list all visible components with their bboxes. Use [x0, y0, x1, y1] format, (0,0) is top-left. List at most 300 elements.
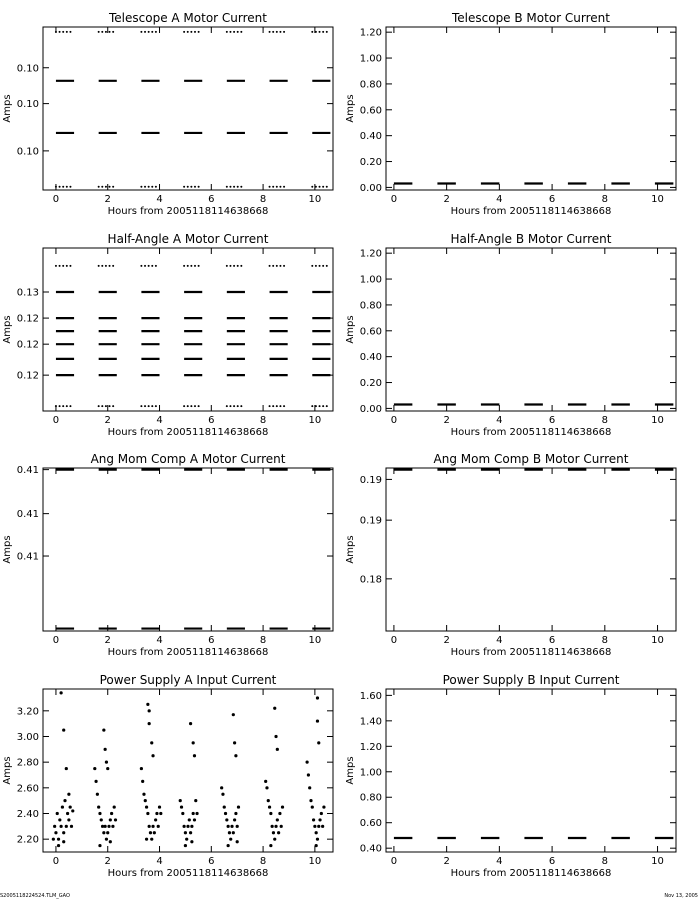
ang-mom-b-xtick-label: 8 — [601, 635, 609, 646]
power-a-data-point — [307, 773, 310, 776]
power-a-data-point — [317, 741, 320, 744]
half-angle-b-ytick-label: 0.00 — [359, 403, 382, 415]
power-b-xtick-label: 8 — [601, 856, 609, 867]
half-angle-a-sparse-point — [112, 405, 114, 407]
power-a-data-point — [142, 793, 145, 796]
power-b-xtick-label: 6 — [548, 856, 556, 867]
half-angle-b-xtick-label: 4 — [496, 415, 503, 426]
power-a-data-point — [62, 728, 65, 731]
telescope-b-ytick-label: 0.00 — [359, 182, 382, 194]
telescope-b-xtick-label: 0 — [390, 194, 398, 205]
half-angle-a-sparse-point — [105, 265, 107, 267]
power-a-data-point — [94, 780, 97, 783]
power-a-data-point — [150, 741, 153, 744]
half-angle-a-sparse-point — [98, 265, 100, 267]
power-a-data-point — [232, 831, 235, 834]
half-angle-a-ytick-label: 0.12 — [16, 370, 39, 382]
power-a-data-point — [272, 831, 275, 834]
power-a-xtick-label: 2 — [104, 856, 111, 867]
power-a-data-point — [57, 844, 60, 847]
telescope-a-sparse-point — [112, 31, 114, 33]
power-a-data-point — [233, 741, 236, 744]
telescope-a-sparse-point — [276, 186, 278, 188]
half-angle-a-sparse-point — [155, 265, 157, 267]
telescope-b-xtick-label: 2 — [443, 194, 450, 205]
half-angle-a-sparse-point — [66, 405, 68, 407]
half-angle-a-sparse-point — [187, 265, 189, 267]
power-a-data-point — [155, 812, 158, 815]
telescope-a-sparse-point — [269, 31, 271, 33]
power-a-data-point — [227, 844, 230, 847]
half-angle-a-xtick-label: 0 — [52, 415, 60, 426]
power-b-ytick-label: 1.60 — [359, 690, 382, 702]
power-a-data-point — [224, 812, 227, 815]
power-a-data-point — [104, 748, 107, 751]
half-angle-a-ytick-label: 0.12 — [16, 339, 39, 351]
power-a-data-point — [53, 825, 56, 828]
power-a-data-point — [106, 831, 109, 834]
half-angle-a-sparse-point — [148, 405, 150, 407]
ang-mom-b-xtick-label: 10 — [651, 635, 664, 646]
half-angle-a-sparse-point — [101, 405, 103, 407]
half-angle-a-sparse-point — [155, 405, 157, 407]
half-angle-a-sparse-point — [198, 265, 200, 267]
ang-mom-a-ytick-label: 0.41 — [16, 465, 39, 477]
power-a-data-point — [52, 838, 55, 841]
power-b-xtick-label: 10 — [651, 856, 664, 867]
power-a-data-point — [227, 825, 230, 828]
power-a-data-point — [179, 799, 182, 802]
half-angle-a-sparse-point — [69, 265, 71, 267]
power-b-xtick-label: 4 — [496, 856, 503, 867]
half-angle-a-sparse-point — [55, 405, 57, 407]
telescope-a-xtick-label: 4 — [156, 194, 163, 205]
power-a-data-point — [62, 840, 65, 843]
ang-mom-b-ytick-label: 0.18 — [359, 574, 382, 586]
telescope-a-xtick-label: 0 — [52, 194, 60, 205]
ang-mom-a-xtick-label: 2 — [104, 635, 111, 646]
telescope-b-title: Telescope B Motor Current — [451, 11, 611, 25]
telescope-a-sparse-point — [283, 31, 285, 33]
telescope-a-sparse-point — [155, 186, 157, 188]
half-angle-a-sparse-point — [183, 265, 185, 267]
half-angle-a-sparse-point — [62, 265, 64, 267]
half-angle-a-sparse-point — [322, 265, 324, 267]
half-angle-b-ytick-label: 0.60 — [359, 326, 382, 338]
telescope-b-ytick-label: 0.40 — [359, 131, 382, 143]
power-a-data-point — [102, 831, 105, 834]
telescope-a-sparse-point — [187, 31, 189, 33]
telescope-a-ytick-label: 0.10 — [16, 146, 39, 158]
half-angle-a-sparse-point — [183, 405, 185, 407]
telescope-a-sparse-point — [187, 186, 189, 188]
power-a-data-point — [281, 805, 284, 808]
power-a-data-point — [189, 831, 192, 834]
half-angle-a-sparse-point — [315, 405, 317, 407]
telescope-a-sparse-point — [279, 186, 281, 188]
half-angle-a-sparse-point — [140, 265, 142, 267]
half-angle-b-title: Half-Angle B Motor Current — [450, 232, 612, 246]
half-angle-a-sparse-point — [226, 405, 228, 407]
telescope-a-sparse-point — [315, 186, 317, 188]
power-a-data-point — [146, 703, 149, 706]
half-angle-a-sparse-point — [101, 265, 103, 267]
power-a-data-point — [145, 805, 148, 808]
power-a-data-point — [98, 844, 101, 847]
telescope-a-sparse-point — [272, 31, 274, 33]
half-angle-a-sparse-point — [109, 265, 111, 267]
telescope-a-sparse-point — [319, 186, 321, 188]
power-a-data-point — [113, 805, 116, 808]
half-angle-a-sparse-point — [283, 265, 285, 267]
power-a-data-point — [109, 818, 112, 821]
power-a-data-point — [60, 691, 63, 694]
power-a-data-point — [264, 780, 267, 783]
power-a-data-point — [269, 812, 272, 815]
telescope-a-sparse-point — [105, 31, 107, 33]
telescope-a-sparse-point — [269, 186, 271, 188]
power-a-data-point — [70, 825, 73, 828]
half-angle-a-sparse-point — [105, 405, 107, 407]
telescope-a-sparse-point — [198, 186, 200, 188]
power-a-data-point — [110, 812, 113, 815]
half-angle-a-sparse-point — [151, 405, 153, 407]
power-a-data-point — [65, 825, 68, 828]
half-angle-b-xtick-label: 10 — [651, 415, 664, 426]
telescope-a-sparse-point — [59, 186, 61, 188]
power-b-ytick-label: 1.20 — [359, 741, 382, 753]
power-a-data-point — [144, 799, 147, 802]
power-a-data-point — [93, 767, 96, 770]
half-angle-a-ytick-label: 0.12 — [16, 313, 39, 325]
power-a-data-point — [313, 825, 316, 828]
power-a-data-point — [146, 812, 149, 815]
half-angle-a-sparse-point — [229, 405, 231, 407]
half-angle-a-xtick-label: 2 — [104, 415, 111, 426]
ang-mom-a-ytick-label: 0.41 — [16, 509, 39, 521]
telescope-a-sparse-point — [109, 186, 111, 188]
telescope-a-sparse-point — [140, 31, 142, 33]
power-a-xlabel: Hours from 2005118114638668 — [107, 868, 269, 879]
half-angle-a-ytick-label: 0.13 — [16, 287, 39, 299]
power-a-ytick-label: 3.00 — [16, 731, 39, 743]
power-b-ytick-label: 1.00 — [359, 767, 382, 779]
telescope-a-plot-frame — [43, 27, 333, 190]
telescope-a-sparse-point — [283, 186, 285, 188]
power-a-data-point — [273, 707, 276, 710]
telescope-a-xtick-label: 6 — [208, 194, 215, 205]
power-a-data-point — [316, 838, 319, 841]
telescope-a-sparse-point — [194, 31, 196, 33]
power-a-xtick-label: 10 — [308, 856, 322, 867]
telescope-a-sparse-point — [322, 31, 324, 33]
power-a-data-point — [180, 805, 183, 808]
power-a-data-point — [271, 825, 274, 828]
telescope-b-xtick-label: 10 — [651, 194, 664, 205]
half-angle-a-xlabel: Hours from 2005118114638668 — [107, 427, 269, 438]
power-a-data-point — [148, 722, 151, 725]
ang-mom-b-title: Ang Mom Comp B Motor Current — [433, 452, 629, 466]
telescope-a-sparse-point — [229, 186, 231, 188]
power-b-ytick-label: 0.80 — [359, 792, 382, 804]
power-a-data-point — [237, 805, 240, 808]
half-angle-a-sparse-point — [237, 265, 239, 267]
telescope-a-sparse-point — [144, 31, 146, 33]
telescope-b-ytick-label: 0.20 — [359, 157, 382, 169]
power-a-data-point — [56, 812, 59, 815]
power-a-data-point — [97, 805, 100, 808]
half-angle-b-plot-frame — [386, 248, 676, 411]
half-angle-a-sparse-point — [233, 265, 235, 267]
power-a-data-point — [189, 722, 192, 725]
power-a-data-point — [105, 761, 108, 764]
power-a-data-point — [193, 754, 196, 757]
half-angle-a-sparse-point — [109, 405, 111, 407]
power-a-data-point — [265, 786, 268, 789]
telescope-a-sparse-point — [62, 186, 64, 188]
power-b-ytick-label: 0.40 — [359, 843, 382, 855]
power-a-data-point — [57, 838, 60, 841]
half-angle-a-sparse-point — [279, 265, 281, 267]
power-a-data-point — [220, 786, 223, 789]
power-a-data-point — [106, 767, 109, 770]
telescope-a-sparse-point — [311, 31, 313, 33]
half-angle-a-sparse-point — [311, 265, 313, 267]
ang-mom-a-xtick-label: 6 — [208, 635, 215, 646]
telescope-a-sparse-point — [101, 31, 103, 33]
power-a-xtick-label: 0 — [52, 856, 60, 867]
half-angle-a-xtick-label: 10 — [308, 415, 322, 426]
power-a-data-point — [192, 812, 195, 815]
telescope-a-sparse-point — [326, 31, 328, 33]
telescope-a-sparse-point — [55, 31, 57, 33]
telescope-a-sparse-point — [66, 186, 68, 188]
power-a-data-point — [67, 818, 70, 821]
half-angle-b-xtick-label: 8 — [601, 415, 609, 426]
power-a-data-point — [274, 825, 277, 828]
power-a-data-point — [276, 748, 279, 751]
half-angle-a-sparse-point — [148, 265, 150, 267]
half-angle-a-sparse-point — [276, 265, 278, 267]
half-angle-a-sparse-point — [194, 265, 196, 267]
half-angle-a-sparse-point — [144, 265, 146, 267]
power-a-data-point — [140, 767, 143, 770]
power-a-data-point — [54, 831, 57, 834]
power-a-ytick-label: 2.80 — [16, 757, 39, 769]
power-a-data-point — [98, 812, 101, 815]
half-angle-a-sparse-point — [55, 265, 57, 267]
telescope-a-sparse-point — [62, 31, 64, 33]
telescope-a-sparse-point — [151, 186, 153, 188]
power-a-ytick-label: 2.20 — [16, 834, 39, 846]
power-a-data-point — [232, 713, 235, 716]
half-angle-a-sparse-point — [237, 405, 239, 407]
power-a-data-point — [309, 799, 312, 802]
power-a-data-point — [62, 831, 65, 834]
power-b-plot-frame — [386, 689, 676, 852]
half-angle-a-sparse-point — [194, 405, 196, 407]
power-a-data-point — [315, 844, 318, 847]
telescope-a-sparse-point — [190, 31, 192, 33]
telescope-a-sparse-point — [183, 186, 185, 188]
telescope-a-sparse-point — [144, 186, 146, 188]
power-b-ylabel: Amps — [345, 756, 356, 785]
telescope-a-ytick-label: 0.10 — [16, 63, 39, 75]
ang-mom-b-ylabel: Amps — [345, 535, 356, 564]
telescope-a-sparse-point — [279, 31, 281, 33]
power-a-data-point — [183, 825, 186, 828]
ang-mom-a-xtick-label: 8 — [259, 635, 267, 646]
half-angle-a-sparse-point — [144, 405, 146, 407]
telescope-a-sparse-point — [326, 186, 328, 188]
telescope-b-xtick-label: 8 — [601, 194, 609, 205]
half-angle-a-sparse-point — [272, 265, 274, 267]
power-a-data-point — [102, 728, 105, 731]
telescope-b-plot-frame — [386, 27, 676, 190]
power-b-ytick-label: 0.60 — [359, 818, 382, 830]
footer-date: Nov 13, 2005 — [664, 893, 698, 899]
ang-mom-a-ytick-label: 0.41 — [16, 551, 39, 563]
power-a-xtick-label: 8 — [259, 856, 267, 867]
power-a-xtick-label: 4 — [156, 856, 163, 867]
power-a-data-point — [100, 818, 103, 821]
telescope-a-sparse-point — [69, 31, 71, 33]
power-a-data-point — [114, 818, 117, 821]
half-angle-a-sparse-point — [98, 405, 100, 407]
power-a-data-point — [148, 825, 151, 828]
ang-mom-a-ylabel: Amps — [2, 535, 13, 564]
power-a-data-point — [58, 818, 61, 821]
half-angle-a-sparse-point — [229, 265, 231, 267]
telescope-a-sparse-point — [276, 31, 278, 33]
power-a-data-point — [154, 818, 157, 821]
telescope-b-xtick-label: 4 — [496, 194, 503, 205]
telescope-b-ylabel: Amps — [345, 94, 356, 123]
power-a-data-point — [61, 805, 64, 808]
half-angle-a-sparse-point — [233, 405, 235, 407]
power-a-data-point — [276, 818, 279, 821]
telescope-a-sparse-point — [59, 31, 61, 33]
power-b-xtick-label: 0 — [390, 856, 398, 867]
telescope-a-sparse-point — [311, 186, 313, 188]
telescope-a-sparse-point — [272, 186, 274, 188]
half-angle-a-xtick-label: 8 — [259, 415, 267, 426]
ang-mom-b-xtick-label: 0 — [390, 635, 398, 646]
telescope-a-sparse-point — [109, 31, 111, 33]
half-angle-a-sparse-point — [240, 265, 242, 267]
telescope-a-sparse-point — [233, 186, 235, 188]
half-angle-a-sparse-point — [326, 265, 328, 267]
half-angle-a-xtick-label: 4 — [156, 415, 163, 426]
power-a-data-point — [149, 831, 152, 834]
half-angle-a-sparse-point — [151, 265, 153, 267]
half-angle-a-sparse-point — [140, 405, 142, 407]
half-angle-a-sparse-point — [59, 405, 61, 407]
power-a-data-point — [268, 805, 271, 808]
power-a-data-point — [318, 818, 321, 821]
power-a-data-point — [194, 799, 197, 802]
power-a-data-point — [188, 818, 191, 821]
telescope-a-ytick-label: 0.10 — [16, 99, 39, 111]
ang-mom-a-xtick-label: 4 — [156, 635, 163, 646]
power-a-data-point — [190, 840, 193, 843]
power-a-data-point — [109, 840, 112, 843]
half-angle-a-sparse-point — [187, 405, 189, 407]
power-b-xlabel: Hours from 2005118114638668 — [450, 868, 612, 879]
power-a-data-point — [306, 761, 309, 764]
half-angle-a-sparse-point — [322, 405, 324, 407]
ang-mom-a-title: Ang Mom Comp A Motor Current — [90, 452, 286, 466]
half-angle-a-sparse-point — [283, 405, 285, 407]
power-a-data-point — [184, 831, 187, 834]
half-angle-a-sparse-point — [315, 265, 317, 267]
telescope-a-xtick-label: 8 — [259, 194, 267, 205]
half-angle-a-sparse-point — [272, 405, 274, 407]
half-angle-a-plot-frame — [43, 248, 333, 411]
power-a-data-point — [159, 812, 162, 815]
power-a-data-point — [274, 735, 277, 738]
half-angle-b-ytick-label: 1.20 — [359, 248, 382, 260]
ang-mom-b-xtick-label: 4 — [496, 635, 503, 646]
power-a-ylabel: Amps — [2, 756, 13, 785]
power-a-data-point — [233, 818, 236, 821]
half-angle-a-sparse-point — [59, 265, 61, 267]
telescope-b-ytick-label: 1.20 — [359, 27, 382, 39]
power-a-data-point — [66, 812, 69, 815]
power-a-data-point — [148, 709, 151, 712]
half-angle-b-xtick-label: 6 — [548, 415, 556, 426]
half-angle-a-sparse-point — [226, 265, 228, 267]
power-a-data-point — [311, 805, 314, 808]
power-a-data-point — [71, 809, 74, 812]
power-a-data-point — [184, 844, 187, 847]
ang-mom-b-xtick-label: 6 — [548, 635, 556, 646]
half-angle-b-ytick-label: 0.80 — [359, 300, 382, 312]
power-b-xtick-label: 2 — [443, 856, 450, 867]
telescope-a-sparse-point — [183, 31, 185, 33]
half-angle-b-ytick-label: 0.20 — [359, 378, 382, 390]
telescope-a-xtick-label: 10 — [308, 194, 322, 205]
power-a-data-point — [223, 805, 226, 808]
power-a-data-point — [105, 838, 108, 841]
half-angle-a-sparse-point — [112, 265, 114, 267]
telescope-a-sparse-point — [226, 186, 228, 188]
power-a-data-point — [316, 719, 319, 722]
telescope-b-ytick-label: 0.60 — [359, 105, 382, 117]
telescope-a-sparse-point — [105, 186, 107, 188]
power-a-ytick-label: 2.60 — [16, 783, 39, 795]
power-a-data-point — [157, 825, 160, 828]
power-a-data-point — [190, 825, 193, 828]
telescope-a-sparse-point — [112, 186, 114, 188]
power-a-data-point — [67, 793, 70, 796]
power-a-data-point — [315, 831, 318, 834]
telescope-a-sparse-point — [237, 31, 239, 33]
half-angle-b-ylabel: Amps — [345, 315, 356, 344]
power-a-data-point — [317, 825, 320, 828]
telescope-a-sparse-point — [55, 186, 57, 188]
half-angle-a-sparse-point — [319, 265, 321, 267]
power-a-data-point — [60, 825, 63, 828]
telescope-a-xtick-label: 2 — [104, 194, 111, 205]
telescope-b-ytick-label: 1.00 — [359, 53, 382, 65]
telescope-a-title: Telescope A Motor Current — [109, 11, 267, 25]
telescope-a-sparse-point — [98, 31, 100, 33]
ang-mom-b-plot-frame — [386, 468, 676, 631]
half-angle-a-title: Half-Angle A Motor Current — [107, 232, 269, 246]
power-a-data-point — [280, 825, 283, 828]
power-a-data-point — [320, 812, 323, 815]
